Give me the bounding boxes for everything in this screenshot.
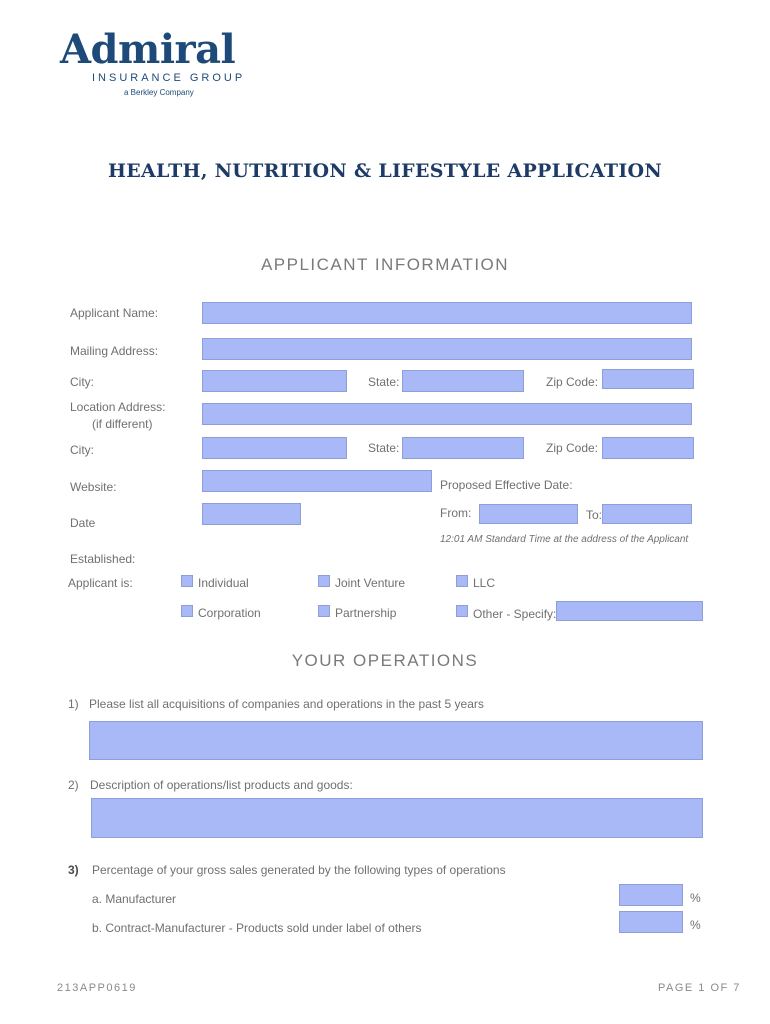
time-note: 12:01 AM Standard Time at the address of the Applicant xyxy=(440,534,689,545)
llc-checkbox[interactable] xyxy=(456,575,468,587)
q3-label: Percentage of your gross sales generated by the following types of operations xyxy=(92,863,506,877)
website-label: Website: xyxy=(70,480,117,494)
from-label: From: xyxy=(440,506,472,520)
manufacturer-percent-field[interactable] xyxy=(619,884,683,906)
to-date-field[interactable] xyxy=(602,504,692,524)
q3b-label: b. Contract-Manufacturer - Products sold under label of others xyxy=(92,921,422,935)
zip2-field[interactable] xyxy=(602,437,694,459)
corporation-label: Corporation xyxy=(198,606,261,620)
corporation-checkbox[interactable] xyxy=(181,605,193,617)
individual-label: Individual xyxy=(198,576,249,590)
logo-subtitle: INSURANCE GROUP xyxy=(92,72,246,84)
applicant-is-label: Applicant is: xyxy=(68,576,133,590)
q3a-label: a. Manufacturer xyxy=(92,892,177,906)
partnership-checkbox[interactable] xyxy=(318,605,330,617)
joint-venture-label: Joint Venture xyxy=(335,576,406,590)
mailing-address-label: Mailing Address: xyxy=(70,344,159,358)
form-code: 213APP0619 xyxy=(57,982,137,994)
location-address-field[interactable] xyxy=(202,403,692,425)
from-date-field[interactable] xyxy=(479,504,578,524)
state2-field[interactable] xyxy=(402,437,524,459)
city2-field[interactable] xyxy=(202,437,347,459)
established-label: Established: xyxy=(70,552,136,566)
llc-label: LLC xyxy=(473,576,496,590)
q1-number: 1) xyxy=(68,697,79,711)
state-label: State: xyxy=(368,375,400,389)
q3-number: 3) xyxy=(68,863,79,877)
q1-label: Please list all acquisitions of companies and operations in the past 5 years xyxy=(89,697,484,711)
contract-manufacturer-percent-field[interactable] xyxy=(619,911,683,933)
state-field[interactable] xyxy=(402,370,524,392)
zip2-label: Zip Code: xyxy=(546,441,599,455)
other-checkbox[interactable] xyxy=(456,605,468,617)
individual-checkbox[interactable] xyxy=(181,575,193,587)
location-address-label: Location Address: xyxy=(70,400,166,414)
date-label: Date xyxy=(70,516,96,530)
q2-label: Description of operations/list products and goods: xyxy=(90,778,353,792)
website-field[interactable] xyxy=(202,470,432,492)
operations-section-heading: YOUR OPERATIONS xyxy=(291,651,479,670)
q3b-percent: % xyxy=(690,918,701,932)
partnership-label: Partnership xyxy=(335,606,397,620)
city2-label: City: xyxy=(70,443,94,457)
page-number: PAGE 1 OF 7 xyxy=(658,982,741,994)
acquisitions-field[interactable] xyxy=(89,721,703,760)
mailing-address-field[interactable] xyxy=(202,338,692,360)
city-label: City: xyxy=(70,375,94,389)
other-specify-label: Other - Specify: xyxy=(473,607,557,621)
to-label: To: xyxy=(586,508,603,522)
state2-label: State: xyxy=(368,441,400,455)
applicant-name-field[interactable] xyxy=(202,302,692,324)
q3a-percent: % xyxy=(690,891,701,905)
q2-number: 2) xyxy=(68,778,79,792)
joint-venture-checkbox[interactable] xyxy=(318,575,330,587)
zip-label: Zip Code: xyxy=(546,375,599,389)
zip-field[interactable] xyxy=(602,369,694,389)
other-specify-field[interactable] xyxy=(556,601,703,621)
applicant-section-heading: APPLICANT INFORMATION xyxy=(260,255,510,274)
form-title: HEALTH, NUTRITION & LIFESTYLE APPLICATION xyxy=(107,160,663,182)
city-field[interactable] xyxy=(202,370,347,392)
operations-description-field[interactable] xyxy=(91,798,703,838)
logo-tagline: a Berkley Company xyxy=(124,88,194,97)
date-established-field[interactable] xyxy=(202,503,301,525)
if-different-label: (if different) xyxy=(92,417,153,431)
proposed-effective-date-label: Proposed Effective Date: xyxy=(440,478,573,492)
applicant-name-label: Applicant Name: xyxy=(70,306,159,320)
logo-wordmark: Admiral xyxy=(60,26,236,73)
